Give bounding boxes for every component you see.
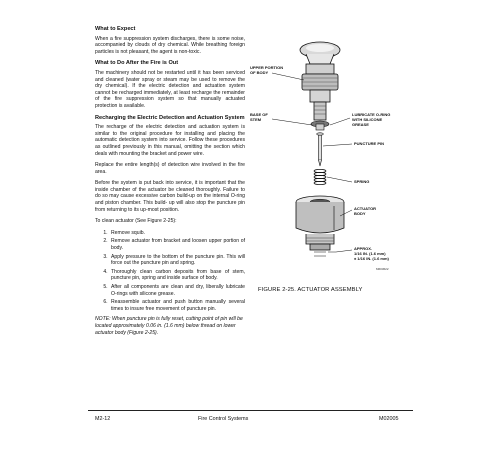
dimension-marks: [314, 252, 336, 256]
label-approx-line1: APPROX.: [354, 246, 373, 251]
figure-caption: FIGURE 2-25. ACTUATOR ASSEMBLY: [258, 287, 363, 293]
label-actuator-body-line2: BODY: [354, 211, 366, 216]
label-spring: SPRING: [354, 179, 370, 184]
label-base-of-stem-line2: STEM: [250, 117, 262, 122]
label-base-of-stem-line1: BASE OF: [250, 112, 268, 117]
label-upper-portion-line1: UPPER PORTION: [250, 65, 284, 70]
footer-divider: [88, 410, 413, 411]
cleaning-steps-list: [95, 230, 245, 313]
button-cap-illustration: [300, 42, 340, 64]
paragraph-what-to-expect: When a fire suppression system discharges, there is some noise, accompanied by clouds of dry chemical. While breathing foreign particles is not pleasant, the agent is non-toxic.: [95, 35, 245, 55]
list-item: 3. Apply pressure to the bottom of the puncture pin. This will force out the puncture pin and spring.: [109, 254, 245, 267]
list-item: 5. After all components are clean and dry, liberally lubricate O-rings with silicone grease.: [109, 284, 245, 297]
paragraph-what-to-do: The machinery should not be restarted until it has been serviced and cleaned (water spray or steam may be used to remove the dry chemical). If the electric detection and actuation system cannot be recharged immediately, at least recharge the remainder of the fire suppression system so that manually actuated protection is available.: [95, 69, 245, 109]
puncture-pin-illustration: [317, 133, 324, 166]
heading-what-to-expect: What to Expect: [95, 26, 136, 32]
paragraph-recharging-3: Before the system is put back into service, it is important that the inside chamber of the actuator be cleaned thoroughly. Failure to do so may cause excessive carbon build-up on the internal O-ring and piston chamber. This build- up will also stop the puncture pin from returning to its up-most position.: [95, 180, 245, 213]
paragraph-recharging-2: Replace the entire length(s) of detection wire involved in the fire area.: [95, 162, 245, 175]
o-ring-illustration: [311, 121, 329, 130]
list-item: 1. Remove squib.: [109, 230, 245, 237]
footer-doc-code: M02005: [379, 416, 399, 422]
label-lubricate-line3: GREASE: [352, 122, 369, 127]
note-paragraph: NOTE: When puncture pin is fully reset, cutting point of pin will be located approximately 0.06 in. (1.6 mm) below thread on lower actuator body (Figure 2-25).: [95, 316, 243, 336]
list-item: 4. Thoroughly clean carbon deposits from base of stem, puncture pin, spring and inside surface of body.: [109, 269, 245, 282]
label-approx-line2: 1/16 IN. (1.6 mm): [354, 251, 386, 256]
spring-illustration: [314, 169, 326, 184]
paragraph-recharging-4: To clean actuator (See Figure 2-25):: [95, 218, 177, 225]
heading-recharging: Recharging the Electric Detection and Actuation System: [95, 114, 245, 121]
label-approx-line3: ± 1/16 IN. (1.6 mm): [354, 256, 389, 261]
actuator-body-illustration: [296, 196, 344, 250]
list-item: 2. Remove actuator from bracket and loosen upper portion of body.: [109, 238, 245, 251]
footer-title: Fire Control Systems: [198, 416, 249, 422]
label-actuator-body-line1: ACTUATOR: [354, 206, 377, 211]
figure-reference-code: M603622: [376, 267, 389, 271]
label-lubricate-line2: WITH SILICONE: [352, 117, 383, 122]
label-puncture-pin: PUNCTURE PIN: [354, 141, 385, 146]
upper-body-illustration: [302, 64, 338, 120]
footer-page-number: M2-12: [95, 416, 111, 422]
text-column: [95, 26, 245, 336]
list-item: 6. Reassemble actuator and push button manually several times to insure free movement of puncture pin.: [109, 299, 245, 312]
label-upper-portion-line2: OF BODY: [250, 70, 269, 75]
label-lubricate-line1: LUBRICATE O-RING: [352, 112, 391, 117]
paragraph-recharging-1: The recharge of the electric detection and actuation system is similar to the original procedure for installing and placing the automatic detection system into service. Follow these procedures as outlined previously in this manual, omitting the section which deals with mounting the bracket and power wire.: [95, 124, 245, 157]
heading-what-to-do: What to Do After the Fire is Out: [95, 60, 179, 67]
actuator-assembly-diagram: [250, 30, 410, 292]
